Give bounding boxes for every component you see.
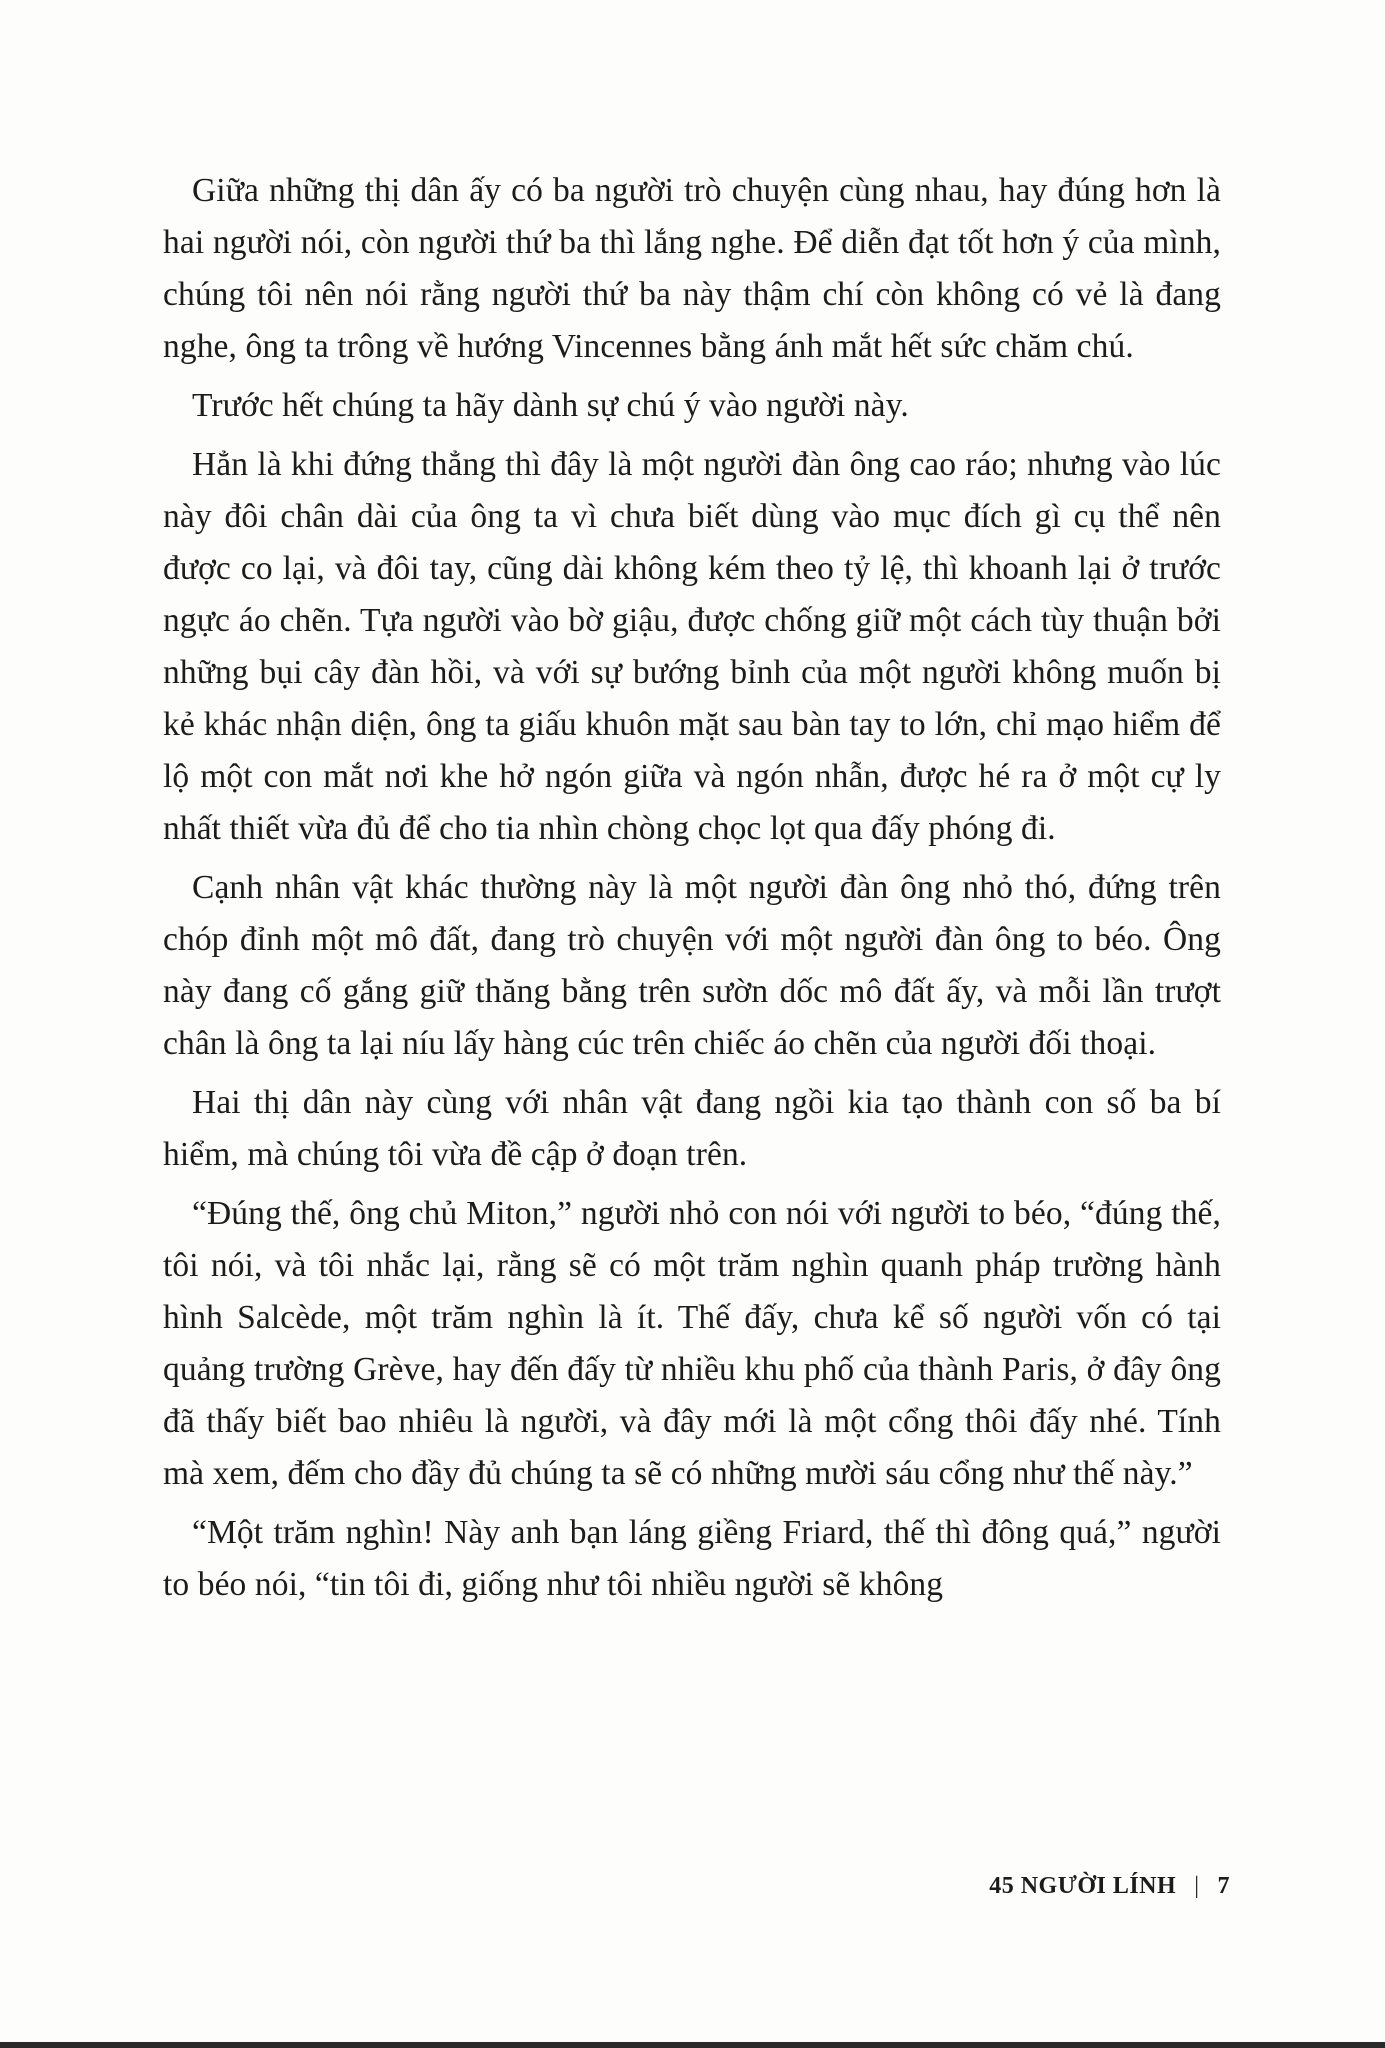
- page-number: 7: [1217, 1872, 1230, 1899]
- paragraph: “Một trăm nghìn! Này anh bạn láng giềng Friard, thế thì đông quá,” người to béo nói, “tin tôi đi, giống như tôi nhiều người sẽ không: [163, 1514, 1221, 1603]
- paragraph: Trước hết chúng ta hãy dành sự chú ý vào người này.: [192, 387, 909, 424]
- paragraph: “Đúng thế, ông chủ Miton,” người nhỏ con nói với người to béo, “đúng thế, tôi nói, và tôi nhắc lại, rằng sẽ có một trăm nghìn quanh pháp trường hành hình Salcède, một trăm nghìn là ít. Thế đấy, chưa kể số người vốn có tại quảng trường Grève, hay đến đấy từ nhiều khu phố của thành Paris, ở đây ông đã thấy biết bao nhiêu là người, và đây mới là một cổng thôi đấy nhé. Tính mà xem, đếm cho đầy đủ chúng ta sẽ có những mười sáu cổng như thế này.”: [163, 1195, 1221, 1492]
- paragraph: Giữa những thị dân ấy có ba người trò chuyện cùng nhau, hay đúng hơn là hai người nói, còn người thứ ba thì lắng nghe. Để diễn đạt tốt hơn ý của mình, chúng tôi nên nói rằng người thứ ba này thậm chí còn không có vẻ là đang nghe, ông ta trông về hướng Vincennes bằng ánh mắt hết sức chăm chú.: [163, 172, 1221, 365]
- page-bottom-edge: [0, 2042, 1385, 2048]
- paragraph: Cạnh nhân vật khác thường này là một người đàn ông nhỏ thó, đứng trên chóp đỉnh một mô đất, đang trò chuyện với một người đàn ông to béo. Ông này đang cố gắng giữ thăng bằng trên sườn dốc mô đất ấy, và mỗi lần trượt chân là ông ta lại níu lấy hàng cúc trên chiếc áo chẽn của người đối thoại.: [163, 869, 1221, 1062]
- paragraph: Hẳn là khi đứng thẳng thì đây là một người đàn ông cao ráo; nhưng vào lúc này đôi chân dài của ông ta vì chưa biết dùng vào mục đích gì cụ thể nên được co lại, và đôi tay, cũng dài không kém theo tỷ lệ, thì khoanh lại ở trước ngực áo chẽn. Tựa người vào bờ giậu, được chống giữ một cách tùy thuận bởi những bụi cây đàn hồi, và với sự bướng bỉnh của một người không muốn bị kẻ khác nhận diện, ông ta giấu khuôn mặt sau bàn tay to lớn, chỉ mạo hiểm để lộ một con mắt nơi khe hở ngón giữa và ngón nhẫn, được hé ra ở một cự ly nhất thiết vừa đủ để cho tia nhìn chòng chọc lọt qua đấy phóng đi.: [163, 446, 1221, 847]
- body-text: [163, 165, 1221, 1618]
- footer-separator: |: [1194, 1872, 1200, 1899]
- page-footer: [950, 1866, 1230, 1906]
- running-title: 45 NGƯỜI LÍNH: [989, 1872, 1177, 1899]
- paragraph: Hai thị dân này cùng với nhân vật đang ngồi kia tạo thành con số ba bí hiểm, mà chúng tôi vừa đề cập ở đoạn trên.: [163, 1084, 1221, 1173]
